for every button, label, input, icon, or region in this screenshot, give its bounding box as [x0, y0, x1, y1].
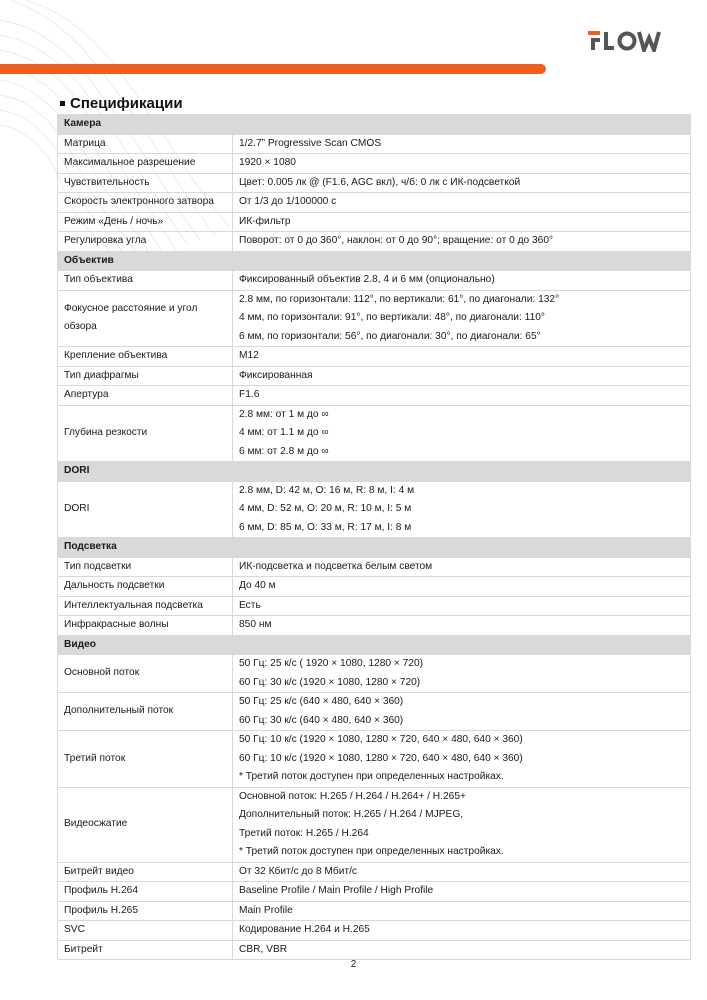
- spec-value-cell: [233, 134, 691, 154]
- spec-value: * Третий поток доступен при определенных настройках.: [239, 846, 504, 857]
- spec-value: 2.8 мм, по горизонтали: 112°, по вертикали: 61°, по диагонали: 132°: [239, 293, 560, 305]
- section-header-row: [58, 635, 691, 655]
- spec-value: 60 Гц: 10 к/с (1920 × 1080, 1280 × 720, 640 × 480, 640 × 360): [239, 752, 523, 764]
- spec-table: [57, 114, 691, 960]
- spec-value: Основной поток: H.265 / H.264 / H.264+ / H.265+: [239, 790, 466, 802]
- spec-value: Кодирование H.264 и H.265: [239, 924, 370, 935]
- bullet-square-icon: [60, 101, 65, 106]
- section-header-blank: [233, 538, 691, 558]
- spec-row: [58, 232, 691, 252]
- spec-value-cell: [233, 882, 691, 902]
- spec-value: Baseline Profile / Main Profile / High Profile: [239, 885, 434, 896]
- section-header-row: [58, 538, 691, 558]
- spec-label: Тип диафрагмы: [58, 366, 233, 386]
- spec-value: Фиксированная: [239, 369, 313, 381]
- spec-label: Чувствительность: [58, 173, 233, 193]
- spec-value-cell: [233, 557, 691, 577]
- spec-value-cell: [233, 366, 691, 386]
- spec-label: Режим «День / ночь»: [58, 212, 233, 232]
- spec-row: [58, 154, 691, 174]
- spec-value: 60 Гц: 30 к/с (640 × 480, 640 × 360): [239, 714, 404, 726]
- spec-value: 4 мм, D: 52 м, O: 20 м, R: 10 м, I: 5 м: [239, 503, 412, 514]
- spec-value: Поворот: от 0 до 360°, наклон: от 0 до 90°; вращение: от 0 до 360°: [239, 235, 554, 246]
- spec-row: [58, 134, 691, 154]
- spec-row: [58, 173, 691, 193]
- spec-label: Профиль H.264: [58, 882, 233, 902]
- spec-value-cell: [233, 693, 691, 731]
- section-header-row: [58, 115, 691, 135]
- spec-row: [58, 940, 691, 960]
- spec-value-cell: [233, 173, 691, 193]
- spec-row: [58, 882, 691, 902]
- spec-row: [58, 481, 691, 538]
- spec-label: Регулировка угла: [58, 232, 233, 252]
- spec-value-cell: [233, 940, 691, 960]
- spec-row: [58, 212, 691, 232]
- page-title-text: Спецификации: [70, 95, 183, 112]
- spec-row: [58, 616, 691, 636]
- spec-row: [58, 862, 691, 882]
- spec-row: [58, 731, 691, 788]
- spec-value-cell: [233, 901, 691, 921]
- spec-row: [58, 290, 691, 347]
- section-header-blank: [233, 115, 691, 135]
- spec-row: [58, 655, 691, 693]
- spec-value: 4 мм, по горизонтали: 91°, по вертикали: 48°, по диагонали: 110°: [239, 312, 545, 323]
- spec-row: [58, 557, 691, 577]
- spec-value-cell: [233, 154, 691, 174]
- spec-value: 60 Гц: 30 к/с (1920 × 1080, 1280 × 720): [239, 676, 421, 688]
- flow-logo-icon: [588, 28, 674, 52]
- spec-row: [58, 596, 691, 616]
- spec-value: 2.8 мм: от 1 м до ∞: [239, 408, 329, 420]
- spec-value-cell: [233, 386, 691, 406]
- spec-row: [58, 347, 691, 367]
- spec-value: 50 Гц: 25 к/с (640 × 480, 640 × 360): [239, 696, 404, 707]
- spec-label: DORI: [58, 481, 233, 538]
- spec-label: Интеллектуальная подсветка: [58, 596, 233, 616]
- spec-value: F1.6: [239, 389, 260, 400]
- spec-row: [58, 366, 691, 386]
- spec-value: 1920 × 1080: [239, 157, 296, 168]
- section-title: Объектив: [58, 251, 233, 271]
- spec-label: Тип подсветки: [58, 557, 233, 577]
- spec-value-cell: [233, 787, 691, 862]
- spec-label: Матрица: [58, 134, 233, 154]
- section-header-blank: [233, 251, 691, 271]
- spec-row: [58, 787, 691, 862]
- section-header-row: [58, 462, 691, 482]
- spec-label: Апертура: [58, 386, 233, 406]
- spec-label: Глубина резкости: [58, 405, 233, 462]
- spec-value-cell: [233, 481, 691, 538]
- spec-value-cell: [233, 271, 691, 291]
- spec-value-cell: [233, 405, 691, 462]
- spec-value-cell: [233, 596, 691, 616]
- spec-value: 2.8 мм, D: 42 м, O: 16 м, R: 8 м, I: 4 м: [239, 484, 415, 496]
- spec-label: Тип объектива: [58, 271, 233, 291]
- header-accent-bar: [0, 64, 546, 74]
- section-header-blank: [233, 635, 691, 655]
- spec-label: Третий поток: [58, 731, 233, 788]
- spec-row: [58, 693, 691, 731]
- spec-value: Фиксированный объектив 2.8, 4 и 6 мм (опционально): [239, 274, 495, 285]
- spec-value: CBR, VBR: [239, 943, 288, 955]
- spec-row: [58, 921, 691, 941]
- spec-value-cell: [233, 655, 691, 693]
- spec-row: [58, 271, 691, 291]
- spec-value: От 32 Кбит/с до 8 Мбит/с: [239, 865, 358, 877]
- spec-label: Дополнительный поток: [58, 693, 233, 731]
- brand-logo: [588, 28, 674, 52]
- spec-label: Фокусное расстояние и угол обзора: [58, 290, 233, 347]
- spec-value-cell: [233, 193, 691, 213]
- spec-value-cell: [233, 232, 691, 252]
- section-title: Видео: [58, 635, 233, 655]
- spec-value: От 1/3 до 1/100000 с: [239, 196, 337, 207]
- spec-row: [58, 577, 691, 597]
- spec-row: [58, 405, 691, 462]
- section-header-blank: [233, 462, 691, 482]
- spec-value: 4 мм: от 1.1 м до ∞: [239, 427, 329, 438]
- spec-label: Крепление объектива: [58, 347, 233, 367]
- spec-value: ИК-фильтр: [239, 215, 291, 227]
- spec-row: [58, 386, 691, 406]
- spec-label: Максимальное разрешение: [58, 154, 233, 174]
- spec-value: До 40 м: [239, 580, 276, 591]
- spec-value-cell: [233, 577, 691, 597]
- spec-value: Третий поток: H.265 / H.264: [239, 827, 369, 839]
- spec-label: Битрейт: [58, 940, 233, 960]
- spec-value: 6 мм, D: 85 м, O: 33 м, R: 17 м, I: 8 м: [239, 521, 412, 533]
- section-title: DORI: [58, 462, 233, 482]
- spec-value-cell: [233, 616, 691, 636]
- spec-label: Видеосжатие: [58, 787, 233, 862]
- spec-value-cell: [233, 212, 691, 232]
- spec-label: Скорость электронного затвора: [58, 193, 233, 213]
- spec-label: Инфракрасные волны: [58, 616, 233, 636]
- spec-value: 6 мм, по горизонтали: 56°, по диагонали: 30°, по диагонали: 65°: [239, 330, 541, 342]
- spec-value: Main Profile: [239, 904, 293, 916]
- spec-value: M12: [239, 350, 259, 361]
- spec-value: * Третий поток доступен при определенных настройках.: [239, 771, 504, 782]
- spec-value-cell: [233, 862, 691, 882]
- spec-value: Есть: [239, 599, 261, 611]
- page-number: 2: [350, 959, 357, 970]
- spec-value-cell: [233, 921, 691, 941]
- section-title: Подсветка: [58, 538, 233, 558]
- spec-label: Дальность подсветки: [58, 577, 233, 597]
- spec-label: Основной поток: [58, 655, 233, 693]
- spec-row: [58, 193, 691, 213]
- spec-label: Битрейт видео: [58, 862, 233, 882]
- spec-value-cell: [233, 731, 691, 788]
- spec-value: 50 Гц: 10 к/с (1920 × 1080, 1280 × 720, 640 × 480, 640 × 360): [239, 734, 523, 745]
- spec-value: Дополнительный поток: H.265 / H.264 / MJPEG,: [239, 809, 464, 820]
- section-header-row: [58, 251, 691, 271]
- page-title: [60, 95, 183, 112]
- spec-label: SVC: [58, 921, 233, 941]
- spec-label: Профиль H.265: [58, 901, 233, 921]
- spec-value-cell: [233, 290, 691, 347]
- spec-value: ИК-подсветка и подсветка белым светом: [239, 560, 433, 572]
- spec-value: 1/2.7” Progressive Scan CMOS: [239, 137, 382, 149]
- spec-value: 50 Гц: 25 к/с ( 1920 × 1080, 1280 × 720): [239, 658, 424, 669]
- spec-value: Цвет: 0.005 лк @ (F1.6, AGC вкл), ч/б: 0 лк с ИК-подсветкой: [239, 176, 521, 188]
- spec-row: [58, 901, 691, 921]
- spec-value: 6 мм: от 2.8 м до ∞: [239, 445, 329, 457]
- section-title: Камера: [58, 115, 233, 135]
- spec-value-cell: [233, 347, 691, 367]
- spec-value: 850 нм: [239, 619, 272, 630]
